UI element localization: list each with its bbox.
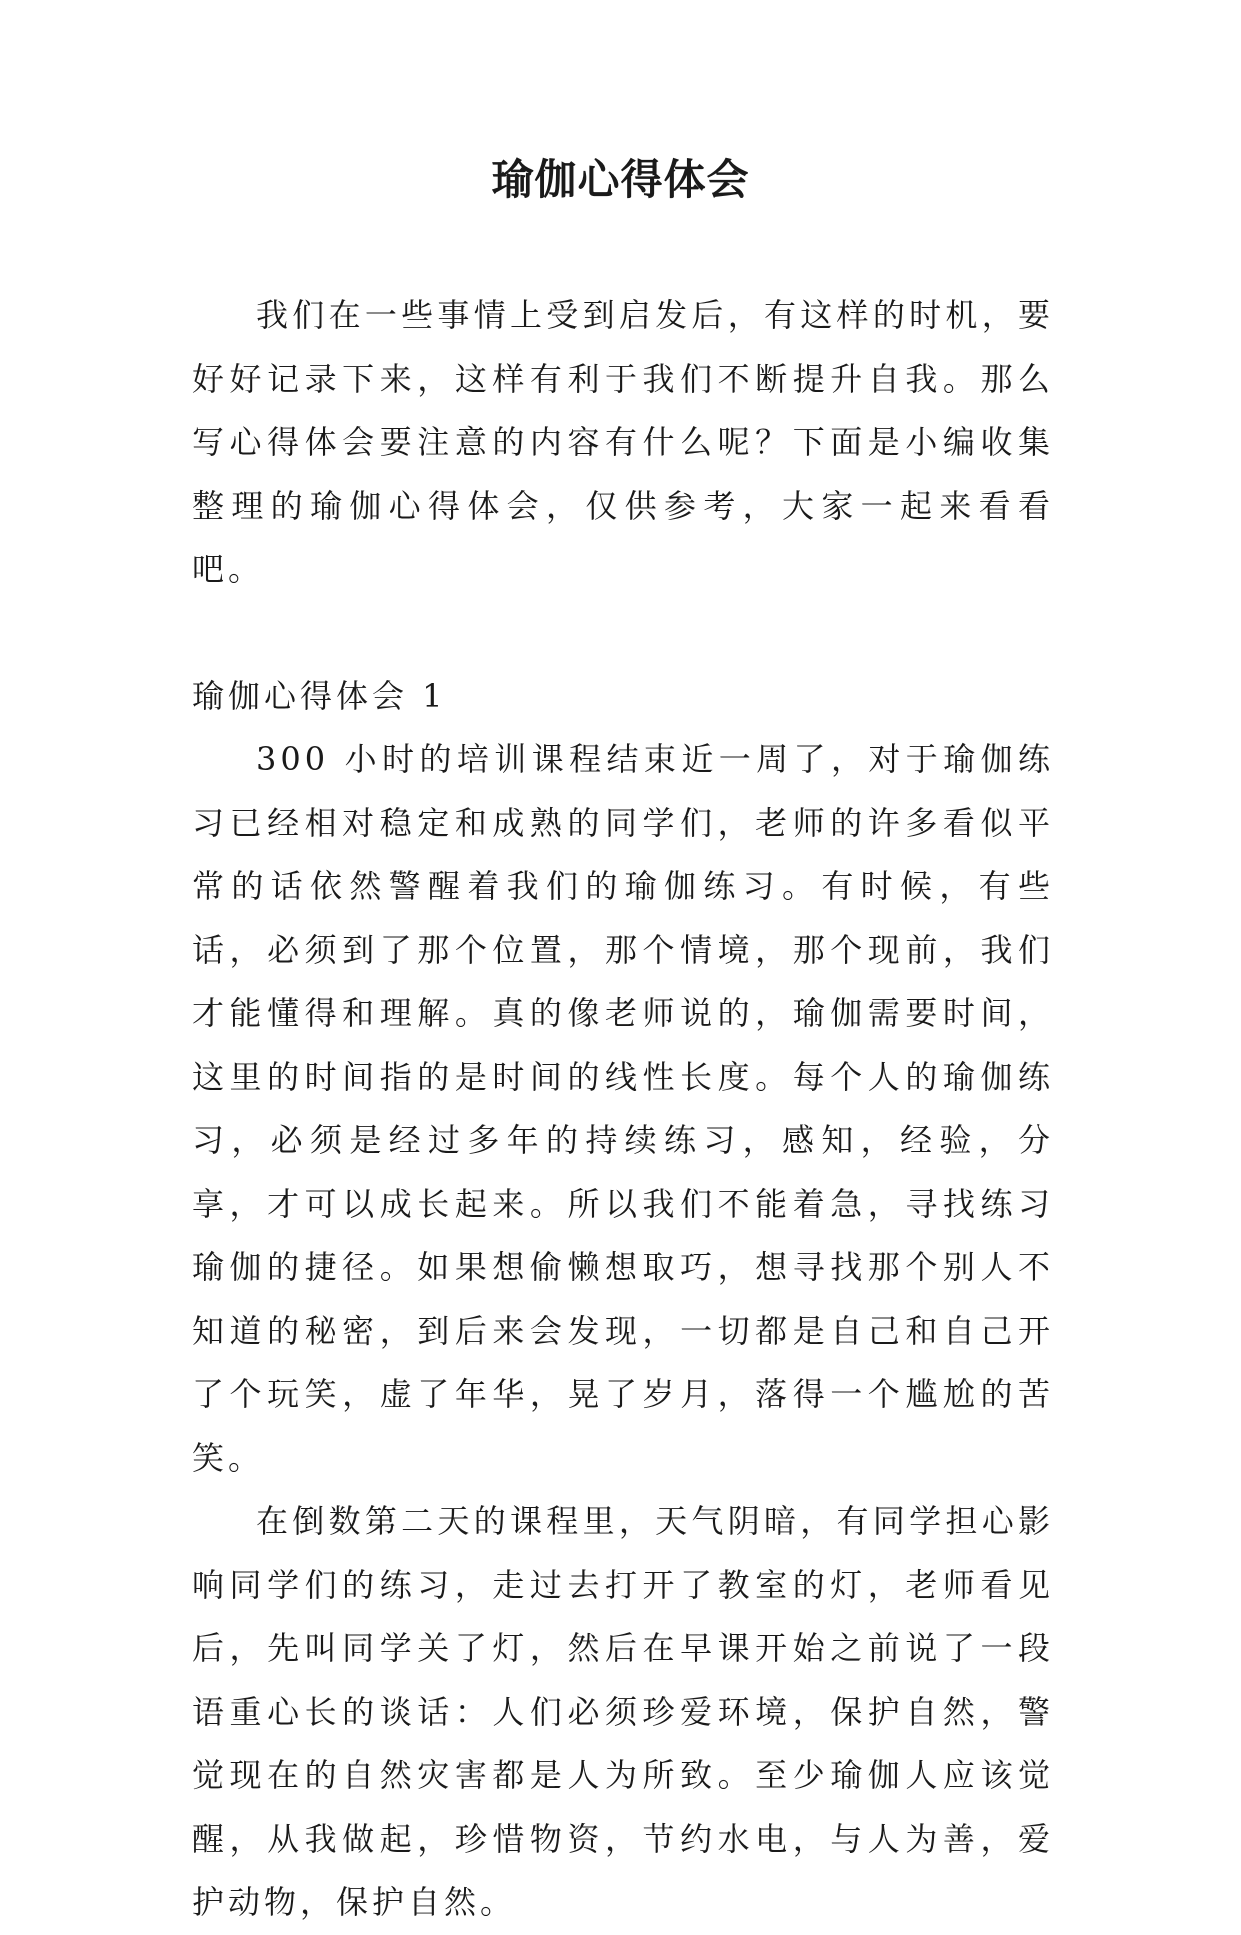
body-paragraph-1: 300 小时的培训课程结束近一周了，对于瑜伽练习已经相对稳定和成熟的同学们，老师的许多看似平常的话依然警醒着我们的瑜伽练习。有时候，有些话，必须到了那个位置，那个情境，那个现前，我们才能懂得和理解。真的像老师说的，瑜伽需要时间，这里的时间指的是时间的线性长度。每个人的瑜伽练习，必须是经过多年的持续练习，感知，经验，分享，才可以成长起来。所以我们不能着急，寻找练习瑜伽的捷径。如果想偷懒想取巧，想寻找那个别人不知道的秘密，到后来会发现，一切都是自己和自己开了个玩笑，虚了年华，晃了岁月，落得一个尴尬的苦笑。	[192, 740, 1054, 1477]
section-heading: 瑜伽心得体会 1	[192, 676, 447, 715]
document-body	[192, 284, 1054, 1935]
intro-paragraph: 我们在一些事情上受到启发后，有这样的时机，要好好记录下来，这样有利于我们不断提升自我。那么写心得体会要注意的内容有什么呢？下面是小编收集整理的瑜伽心得体会，仅供参考，大家一起来看看吧。	[192, 296, 1054, 588]
document-title: 瑜伽心得体会	[491, 155, 750, 204]
body-paragraph-2: 在倒数第二天的课程里，天气阴暗，有同学担心影响同学们的练习，走过去打开了教室的灯，老师看见后，先叫同学关了灯，然后在早课开始之前说了一段语重心长的谈话：人们必须珍爱环境，保护自然，警觉现在的自然灾害都是人为所致。至少瑜伽人应该觉醒，从我做起，珍惜物资，节约水电，与人为善，爱护动物，保护自然。	[192, 1502, 1054, 1921]
